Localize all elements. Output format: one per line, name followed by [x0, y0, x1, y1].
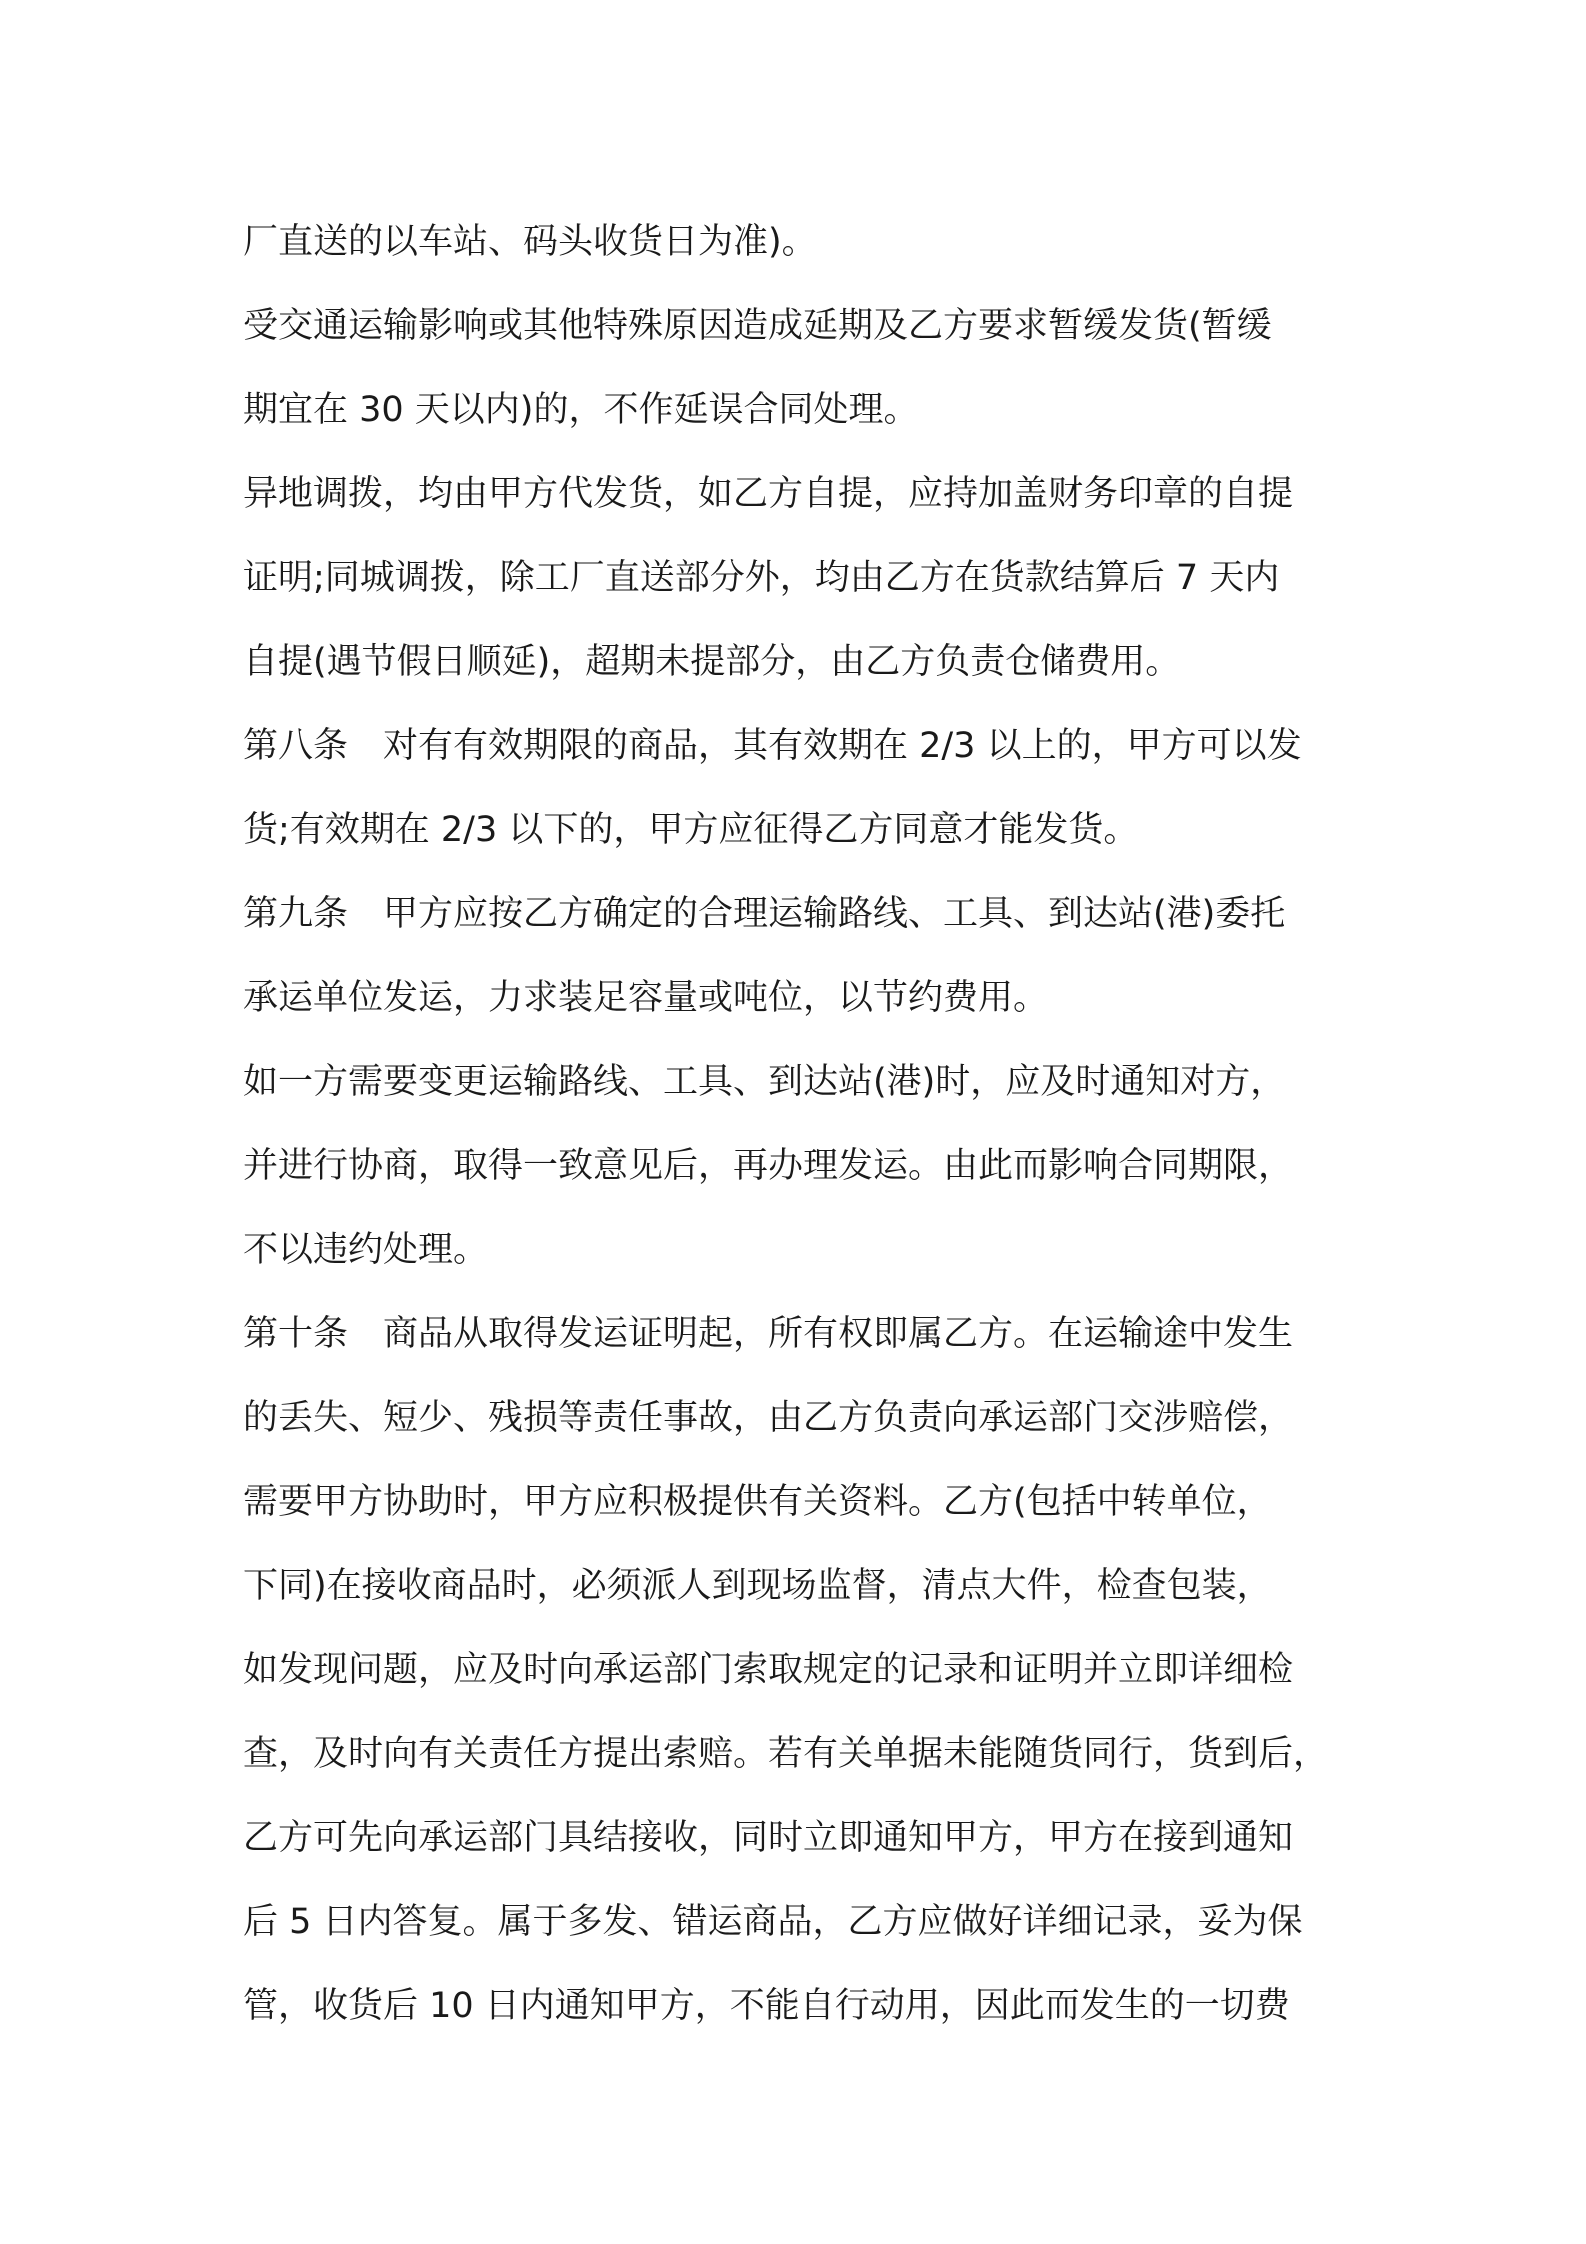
text-line: 第十条 商品从取得发运证明起，所有权即属乙方。在运输途中发生	[243, 1314, 1294, 1354]
text-line: 的丢失、短少、残损等责任事故，由乙方负责向承运部门交涉赔偿，	[243, 1398, 1294, 1438]
text-line: 并进行协商，取得一致意见后，再办理发运。由此而影响合同期限，	[243, 1146, 1294, 1186]
text-line: 后 5 日内答复。属于多发、错运商品，乙方应做好详细记录，妥为保	[243, 1902, 1303, 1942]
text-line: 不以违约处理。	[243, 1230, 489, 1270]
document-body	[243, 200, 1363, 2048]
text-line: 第九条 甲方应按乙方确定的合理运输路线、工具、到达站(港)委托	[243, 894, 1286, 934]
text-line: 如一方需要变更运输路线、工具、到达站(港)时，应及时通知对方，	[243, 1062, 1286, 1102]
text-line: 受交通运输影响或其他特殊原因造成延期及乙方要求暂缓发货(暂缓	[243, 306, 1272, 346]
text-line: 承运单位发运，力求装足容量或吨位，以节约费用。	[243, 978, 1049, 1018]
text-line: 乙方可先向承运部门具结接收，同时立即通知甲方，甲方在接到通知	[243, 1818, 1294, 1858]
text-line: 下同)在接收商品时，必须派人到现场监督，清点大件，检查包装，	[243, 1566, 1272, 1606]
text-line: 厂直送的以车站、码头收货日为准)。	[243, 222, 817, 262]
text-line: 管，收货后 10 日内通知甲方，不能自行动用，因此而发生的一切费	[243, 1986, 1290, 2026]
text-line: 第八条 对有有效期限的商品，其有效期在 2/3 以上的，甲方可以发	[243, 726, 1302, 766]
text-line: 自提(遇节假日顺延)，超期未提部分，由乙方负责仓储费用。	[243, 642, 1181, 682]
text-line: 查，及时向有关责任方提出索赔。若有关单据未能随货同行，货到后，	[243, 1734, 1329, 1774]
text-line: 货;有效期在 2/3 以下的，甲方应征得乙方同意才能发货。	[243, 810, 1139, 850]
text-line: 需要甲方协助时，甲方应积极提供有关资料。乙方(包括中转单位，	[243, 1482, 1272, 1522]
text-line: 期宜在 30 天以内)的，不作延误合同处理。	[243, 390, 919, 430]
text-line: 如发现问题，应及时向承运部门索取规定的记录和证明并立即详细检	[243, 1650, 1294, 1690]
text-line: 异地调拨，均由甲方代发货，如乙方自提，应持加盖财务印章的自提	[243, 474, 1294, 514]
text-line: 证明;同城调拨，除工厂直送部分外，均由乙方在货款结算后 7 天内	[243, 558, 1280, 598]
